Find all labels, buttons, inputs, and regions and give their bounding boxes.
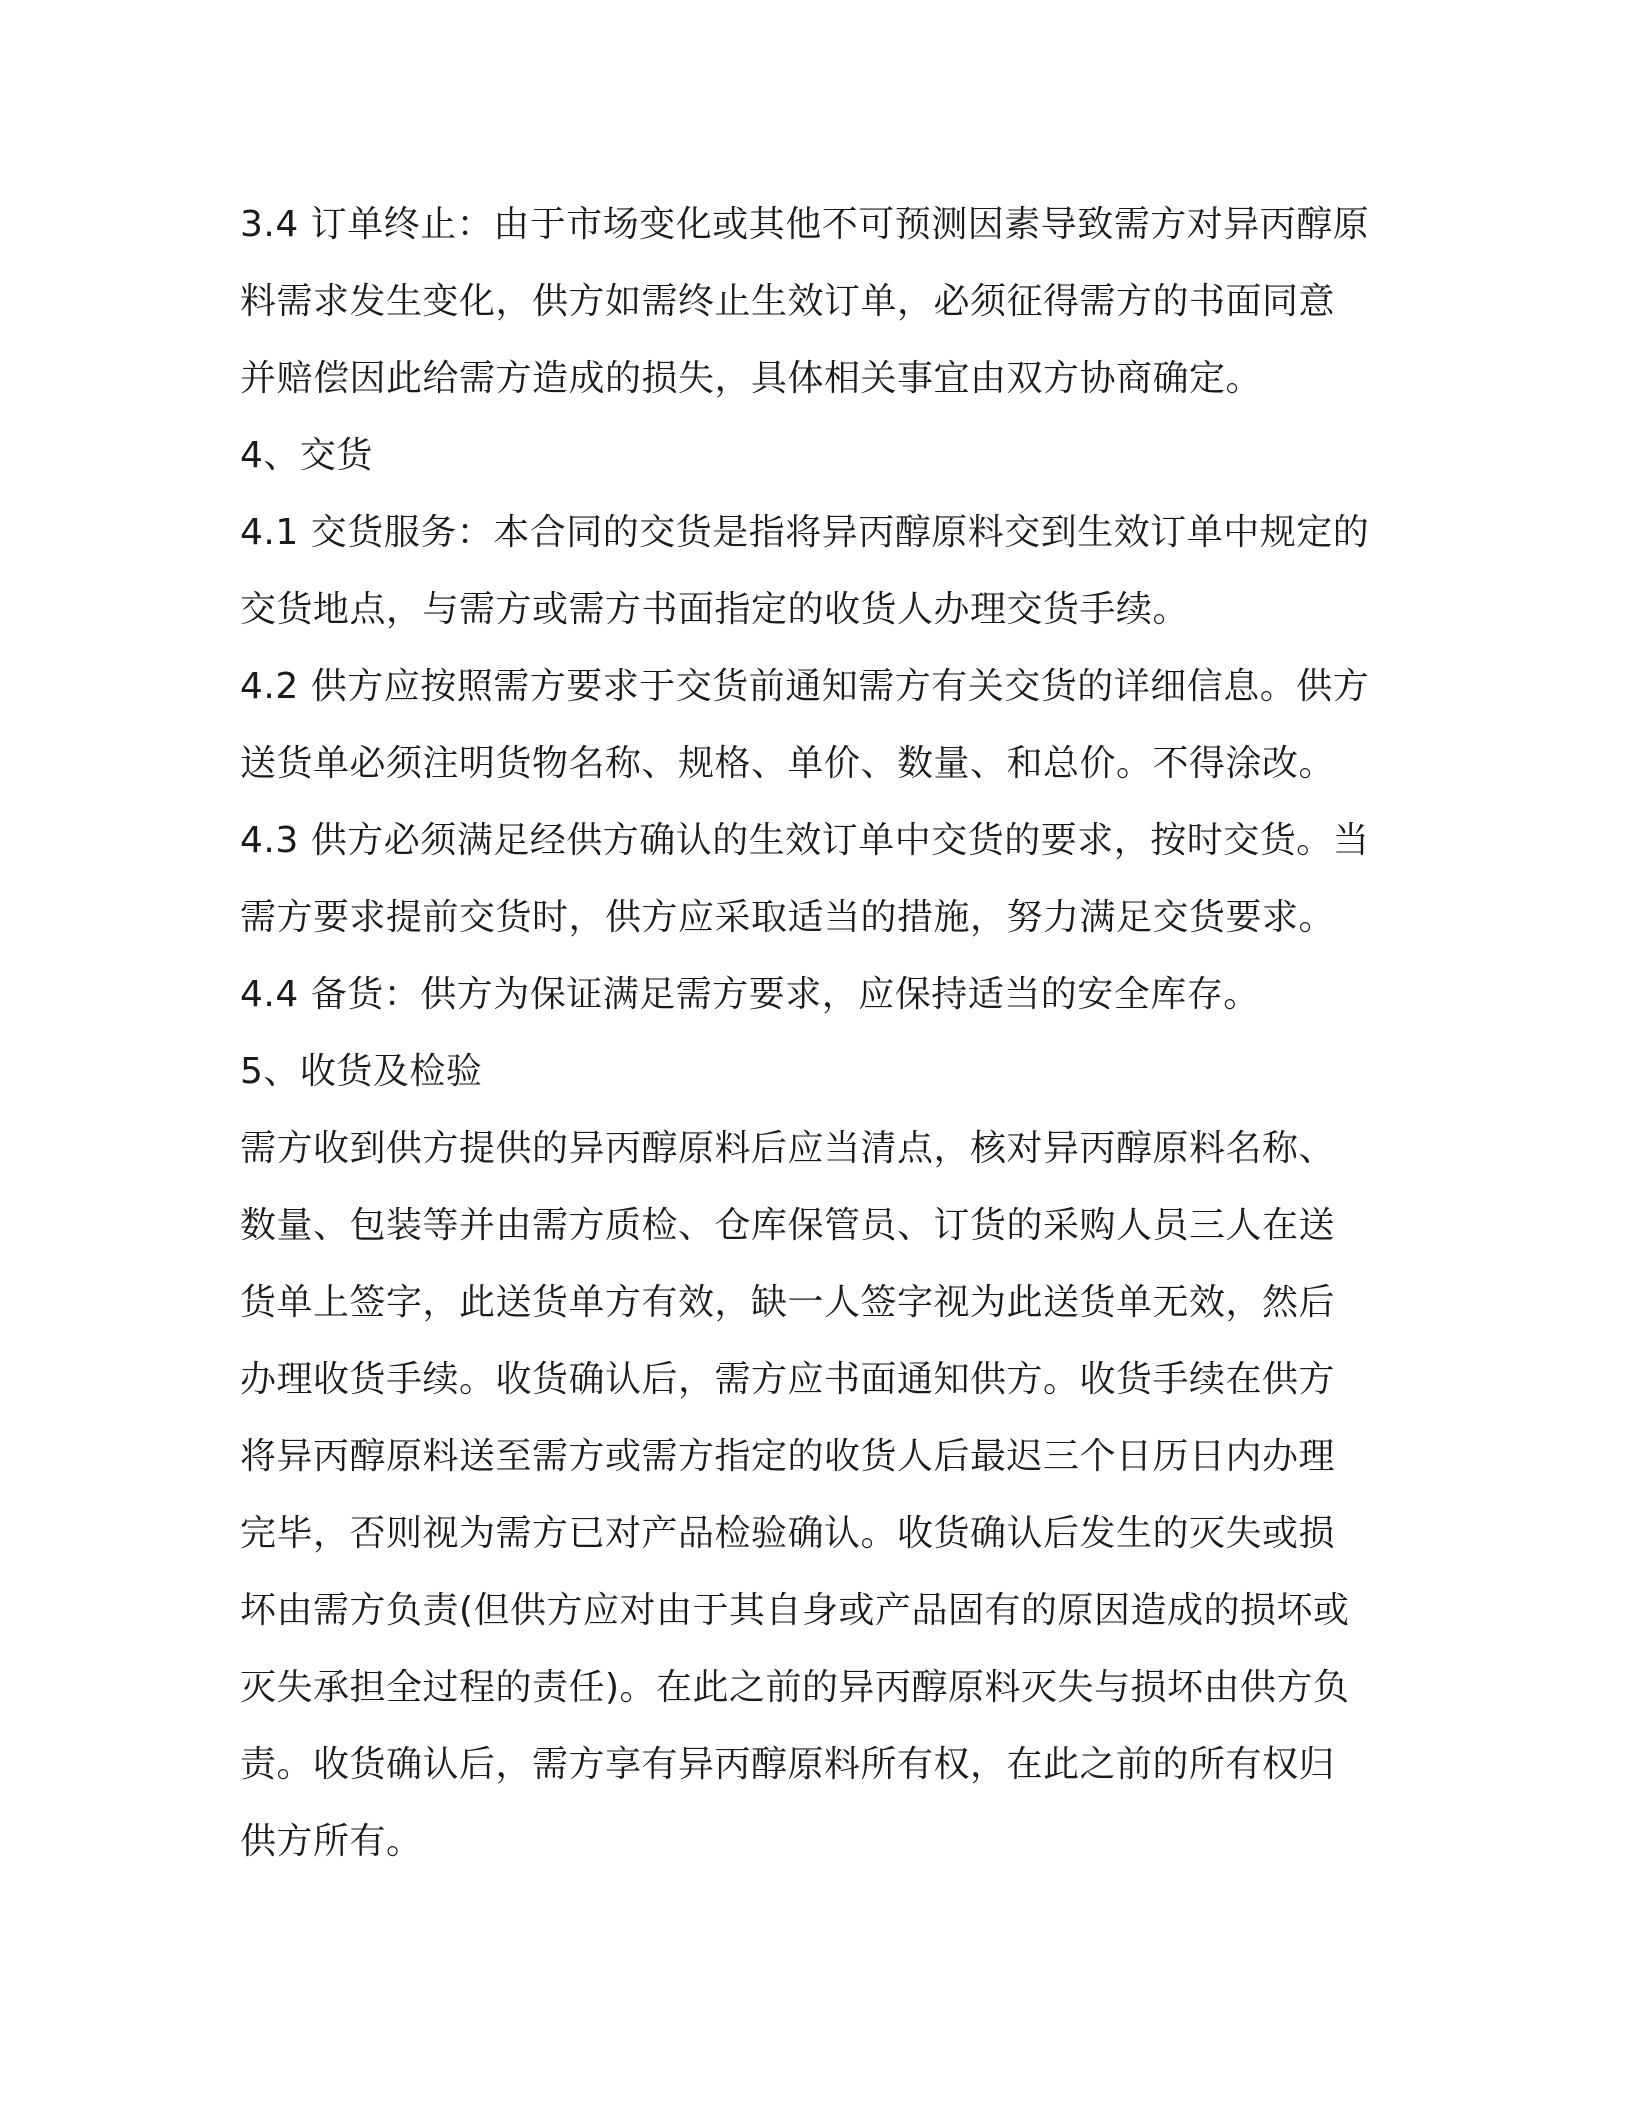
text-line: 需方收到供方提供的异丙醇原料后应当清点，核对异丙醇原料名称、: [240, 1128, 1336, 1169]
text-line: 灭失承担全过程的责任)。在此之前的异丙醇原料灭失与损坏由供方负: [240, 1667, 1350, 1708]
text-line: 4.1 交货服务：本合同的交货是指将异丙醇原料交到生效订单中规定的: [240, 512, 1370, 553]
text-line: 责。收货确认后，需方享有异丙醇原料所有权，在此之前的所有权归: [240, 1744, 1336, 1785]
paragraph-5-receiving-body: [240, 1110, 1380, 1880]
text-line: 3.4 订单终止：由于市场变化或其他不可预测因素导致需方对异丙醇原: [240, 204, 1370, 245]
text-line: 需方要求提前交货时，供方应采取适当的措施，努力满足交货要求。: [240, 897, 1336, 938]
text-line: 4.3 供方必须满足经供方确认的生效订单中交货的要求，按时交货。当: [240, 820, 1370, 861]
text-line: 4.4 备货：供方为保证满足需方要求，应保持适当的安全库存。: [240, 974, 1260, 1015]
paragraph-4-3-delivery-requirements: [240, 802, 1380, 956]
text-line: 4.2 供方应按照需方要求于交货前通知需方有关交货的详细信息。供方: [240, 666, 1370, 707]
text-line: 供方所有。: [240, 1821, 423, 1862]
section-heading: 4、交货: [240, 435, 373, 476]
text-line: 办理收货手续。收货确认后，需方应书面通知供方。收货手续在供方: [240, 1359, 1336, 1400]
text-line: 交货地点，与需方或需方书面指定的收货人办理交货手续。: [240, 589, 1190, 630]
paragraph-3-4-order-termination: [240, 186, 1380, 417]
section-heading: 5、收货及检验: [240, 1051, 483, 1092]
text-line: 料需求发生变化，供方如需终止生效订单，必须征得需方的书面同意: [240, 281, 1336, 322]
text-line: 将异丙醇原料送至需方或需方指定的收货人后最迟三个日历日内办理: [240, 1436, 1336, 1477]
section-heading-5-receiving-inspection: [240, 1033, 1380, 1110]
section-heading-4-delivery: [240, 417, 1380, 494]
paragraph-4-4-stock: [240, 956, 1380, 1033]
text-line: 并赔偿因此给需方造成的损失，具体相关事宜由双方协商确定。: [240, 358, 1263, 399]
text-line: 完毕，否则视为需方已对产品检验确认。收货确认后发生的灭失或损: [240, 1513, 1336, 1554]
document-body: [240, 186, 1380, 1880]
paragraph-4-1-delivery-service: [240, 494, 1380, 648]
text-line: 数量、包装等并由需方质检、仓库保管员、订货的采购人员三人在送: [240, 1205, 1336, 1246]
text-line: 货单上签字，此送货单方有效，缺一人签字视为此送货单无效，然后: [240, 1282, 1336, 1323]
paragraph-4-2-delivery-notice: [240, 648, 1380, 802]
text-line: 送货单必须注明货物名称、规格、单价、数量、和总价。不得涂改。: [240, 743, 1336, 784]
text-line: 坏由需方负责(但供方应对由于其自身或产品固有的原因造成的损坏或: [240, 1590, 1350, 1631]
